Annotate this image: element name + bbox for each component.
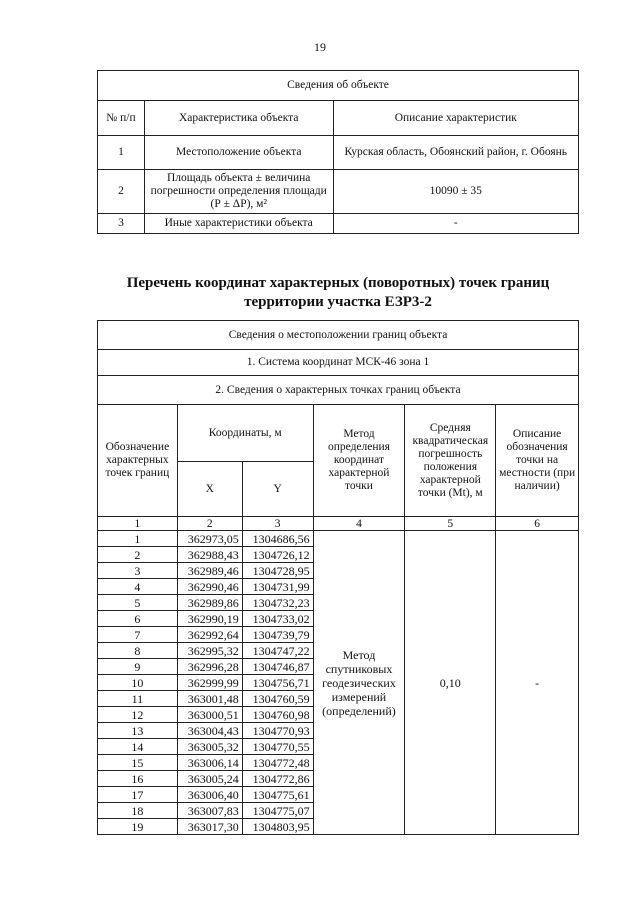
point-number: 8 (98, 643, 178, 659)
row-num: 2 (98, 170, 145, 214)
row-char: Площадь объекта ± величина погрешности определения площади (Р ± ΔР), м² (144, 170, 333, 214)
col-y-header: Y (242, 462, 313, 517)
method-value: Метод спутниковых геодезических измерений (определений) (313, 531, 405, 835)
row-num: 1 (98, 136, 145, 170)
point-y: 1304726,12 (242, 547, 313, 563)
error-value: 0,10 (405, 531, 496, 835)
table-row (98, 170, 579, 214)
col-method-header: Метод определения координат характерной точки (313, 405, 405, 517)
column-number: 2 (177, 517, 242, 531)
point-number: 15 (98, 755, 178, 771)
point-x: 362990,46 (177, 579, 242, 595)
point-x: 362989,86 (177, 595, 242, 611)
col-coords-header: Координаты, м (177, 405, 313, 462)
table-row (98, 531, 579, 547)
point-y: 1304760,98 (242, 707, 313, 723)
point-y: 1304746,87 (242, 659, 313, 675)
table-row (98, 214, 579, 234)
point-x: 362990,19 (177, 611, 242, 627)
column-number: 1 (98, 517, 178, 531)
point-y: 1304760,59 (242, 691, 313, 707)
col-designation-header: Обозначение характерных точек границ (98, 405, 178, 517)
point-number: 19 (98, 819, 178, 835)
col-error-header: Средняя квадратическая погрешность положения характерной точки (Mt), м (405, 405, 496, 517)
column-number: 3 (242, 517, 313, 531)
coordinates-table (97, 320, 579, 835)
point-x: 363007,83 (177, 803, 242, 819)
row-desc: - (333, 214, 578, 234)
point-x: 362989,46 (177, 563, 242, 579)
point-y: 1304756,71 (242, 675, 313, 691)
point-x: 362992,64 (177, 627, 242, 643)
point-x: 363005,32 (177, 739, 242, 755)
point-x: 363001,48 (177, 691, 242, 707)
point-number: 11 (98, 691, 178, 707)
point-y: 1304772,86 (242, 771, 313, 787)
point-number: 5 (98, 595, 178, 611)
point-x: 363017,30 (177, 819, 242, 835)
point-number: 18 (98, 803, 178, 819)
column-numbers-row (98, 517, 579, 531)
point-number: 12 (98, 707, 178, 723)
point-x: 363000,51 (177, 707, 242, 723)
point-number: 14 (98, 739, 178, 755)
point-x: 362988,43 (177, 547, 242, 563)
point-number: 1 (98, 531, 178, 547)
row-char: Местоположение объекта (144, 136, 333, 170)
point-y: 1304747,22 (242, 643, 313, 659)
section-coordinate-system: 1. Система координат МСК-46 зона 1 (98, 350, 579, 376)
row-num: 3 (98, 214, 145, 234)
table-row (98, 136, 579, 170)
row-char: Иные характеристики объекта (144, 214, 333, 234)
point-x: 363006,40 (177, 787, 242, 803)
point-y: 1304728,95 (242, 563, 313, 579)
row-desc: 10090 ± 35 (333, 170, 578, 214)
column-number: 5 (405, 517, 496, 531)
point-y: 1304803,95 (242, 819, 313, 835)
point-number: 16 (98, 771, 178, 787)
document-title: Перечень координат характерных (поворотных) точек границ территории участка ЕЗР3-2 (126, 275, 550, 310)
section-points: 2. Сведения о характерных точках границ объекта (98, 376, 579, 405)
object-info-table (97, 70, 579, 234)
point-y: 1304775,07 (242, 803, 313, 819)
point-y: 1304739,79 (242, 627, 313, 643)
point-number: 3 (98, 563, 178, 579)
point-x: 362999,99 (177, 675, 242, 691)
point-x: 362973,05 (177, 531, 242, 547)
point-number: 7 (98, 627, 178, 643)
point-x: 363004,43 (177, 723, 242, 739)
point-y: 1304770,93 (242, 723, 313, 739)
description-value: - (496, 531, 579, 835)
point-x: 362995,32 (177, 643, 242, 659)
point-y: 1304731,99 (242, 579, 313, 595)
point-number: 6 (98, 611, 178, 627)
point-y: 1304770,55 (242, 739, 313, 755)
point-x: 363005,24 (177, 771, 242, 787)
point-number: 10 (98, 675, 178, 691)
point-y: 1304686,56 (242, 531, 313, 547)
point-number: 9 (98, 659, 178, 675)
row-desc: Курская область, Обоянский район, г. Обоянь (333, 136, 578, 170)
point-x: 363006,14 (177, 755, 242, 771)
section-location: Сведения о местоположении границ объекта (98, 321, 579, 350)
col-desc-header: Описание обозначения точки на местности (при наличии) (496, 405, 579, 517)
point-number: 13 (98, 723, 178, 739)
point-y: 1304772,48 (242, 755, 313, 771)
col-x-header: X (177, 462, 242, 517)
point-number: 2 (98, 547, 178, 563)
page-number: 19 (314, 40, 326, 54)
point-number: 4 (98, 579, 178, 595)
col-char-header: Характеристика объекта (144, 101, 333, 136)
point-x: 362996,28 (177, 659, 242, 675)
column-number: 6 (496, 517, 579, 531)
point-y: 1304775,61 (242, 787, 313, 803)
point-y: 1304732,23 (242, 595, 313, 611)
column-number: 4 (313, 517, 405, 531)
col-num-header: № п/п (98, 101, 145, 136)
point-number: 17 (98, 787, 178, 803)
col-desc-header: Описание характеристик (333, 101, 578, 136)
point-y: 1304733,02 (242, 611, 313, 627)
object-info-title: Сведения об объекте (98, 71, 579, 101)
